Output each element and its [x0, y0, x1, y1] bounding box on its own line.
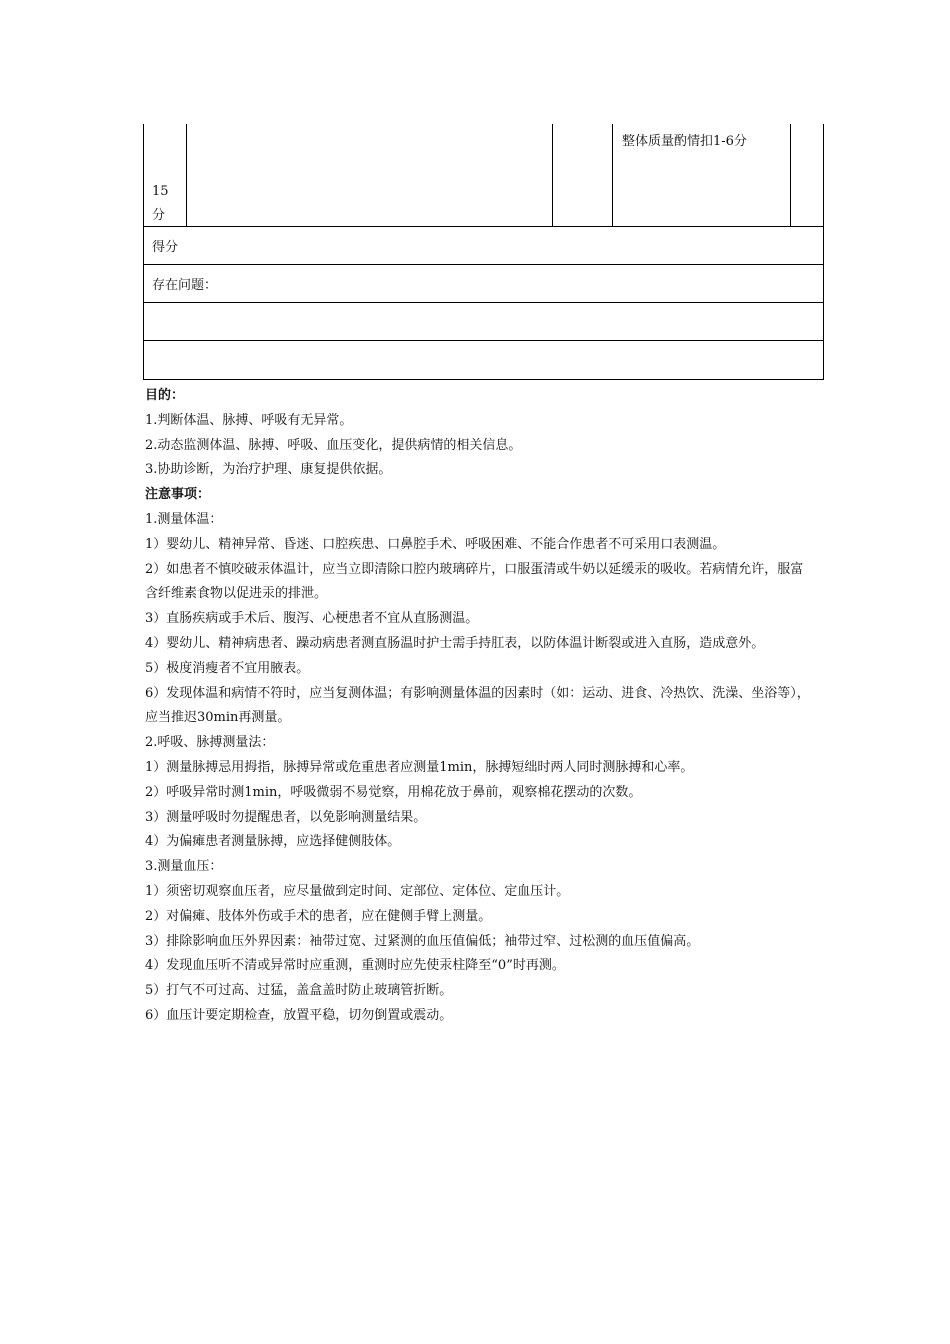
- pulse-item: 1）测量脉搏忌用拇指，脉搏异常或危重患者应测量1min，脉搏短绌时两人同时测脉搏和心率。: [145, 759, 694, 775]
- blood-pressure-item: 2）对偏瘫、肢体外伤或手术的患者，应在健侧手臂上测量。: [145, 908, 492, 924]
- notes-heading: 注意事项：: [145, 487, 211, 503]
- score-value: 15: [152, 184, 169, 199]
- blood-pressure-item: 5）打气不可过高、过猛，盖盒盖时防止玻璃管折断。: [145, 983, 453, 999]
- table-divider: [552, 124, 553, 226]
- temperature-item: 5）极度消瘦者不宜用腋表。: [145, 660, 310, 676]
- table-row-blank: [143, 303, 824, 341]
- purpose-item: 2.动态监测体温、脉搏、呼吸、血压变化，提供病情的相关信息。: [145, 437, 522, 453]
- deduction-note: 整体质量酌情扣1-6分: [622, 134, 747, 149]
- document-body: [145, 384, 815, 1029]
- blood-pressure-item: 1）须密切观察血压者，应尽量做到定时间、定部位、定体位、定血压计。: [145, 883, 570, 899]
- section-heading-blood-pressure: 3.测量血压：: [145, 859, 223, 875]
- blood-pressure-item: 4）发现血压听不清或异常时应重测，重测时应先使汞柱降至“0”时再测。: [145, 958, 565, 974]
- purpose-item: 1.判断体温、脉搏、呼吸有无异常。: [145, 412, 353, 428]
- table-row-score-detail: [143, 124, 824, 227]
- temperature-item: 3）直肠疾病或手术后、腹泻、心梗患者不宜从直肠测温。: [145, 611, 479, 627]
- problems-label: 存在问题：: [152, 278, 218, 293]
- score-cell: [152, 180, 169, 228]
- section-heading-pulse: 2.呼吸、脉搏测量法：: [145, 735, 275, 751]
- pulse-item: 4）为偏瘫患者测量脉搏，应选择健侧肢体。: [145, 834, 401, 850]
- temperature-item: 4）婴幼儿、精神病患者、躁动病患者测直肠温时护士需手持肛表，以防体温计断裂或进入直肠，造成意外。: [145, 635, 765, 651]
- table-row-score: [143, 227, 824, 265]
- table-divider: [612, 124, 613, 226]
- table-divider: [790, 124, 791, 226]
- pulse-item: 2）呼吸异常时测1min，呼吸微弱不易觉察，用棉花放于鼻前，观察棉花摆动的次数。: [145, 784, 642, 800]
- table-divider: [186, 124, 187, 226]
- purpose-heading: 目的：: [145, 388, 185, 403]
- score-unit: 分: [152, 208, 166, 223]
- score-row-label: 得分: [152, 240, 179, 255]
- blood-pressure-item: 6）血压计要定期检查，放置平稳，切勿倒置或震动。: [145, 1007, 453, 1023]
- section-heading-temperature: 1.测量体温：: [145, 511, 223, 527]
- temperature-item: 2）如患者不慎咬破汞体温计，应当立即清除口腔内玻璃碎片，口服蛋清或牛奶以延缓汞的吸收。若病情允许，服富含纤维素食物以促进汞的排泄。: [145, 561, 804, 602]
- purpose-item: 3.协助诊断，为治疗护理、康复提供依据。: [145, 462, 392, 478]
- temperature-item: 1）婴幼儿、精神异常、昏迷、口腔疾患、口鼻腔手术、呼吸困难、不能合作患者不可采用口表测温。: [145, 536, 726, 552]
- blood-pressure-item: 3）排除影响血压外界因素：袖带过宽、过紧测的血压值偏低；袖带过窄、过松测的血压值偏高。: [145, 933, 700, 949]
- table-row-blank: [143, 341, 824, 380]
- scoring-table: [143, 124, 824, 380]
- pulse-item: 3）测量呼吸时勿提醒患者，以免影响测量结果。: [145, 809, 427, 825]
- temperature-item: 6）发现体温和病情不符时，应当复测体温；有影响测量体温的因素时（如：运动、进食、冷热饮、洗澡、坐浴等），应当推迟30min再测量。: [145, 685, 810, 726]
- table-row-problems: [143, 265, 824, 303]
